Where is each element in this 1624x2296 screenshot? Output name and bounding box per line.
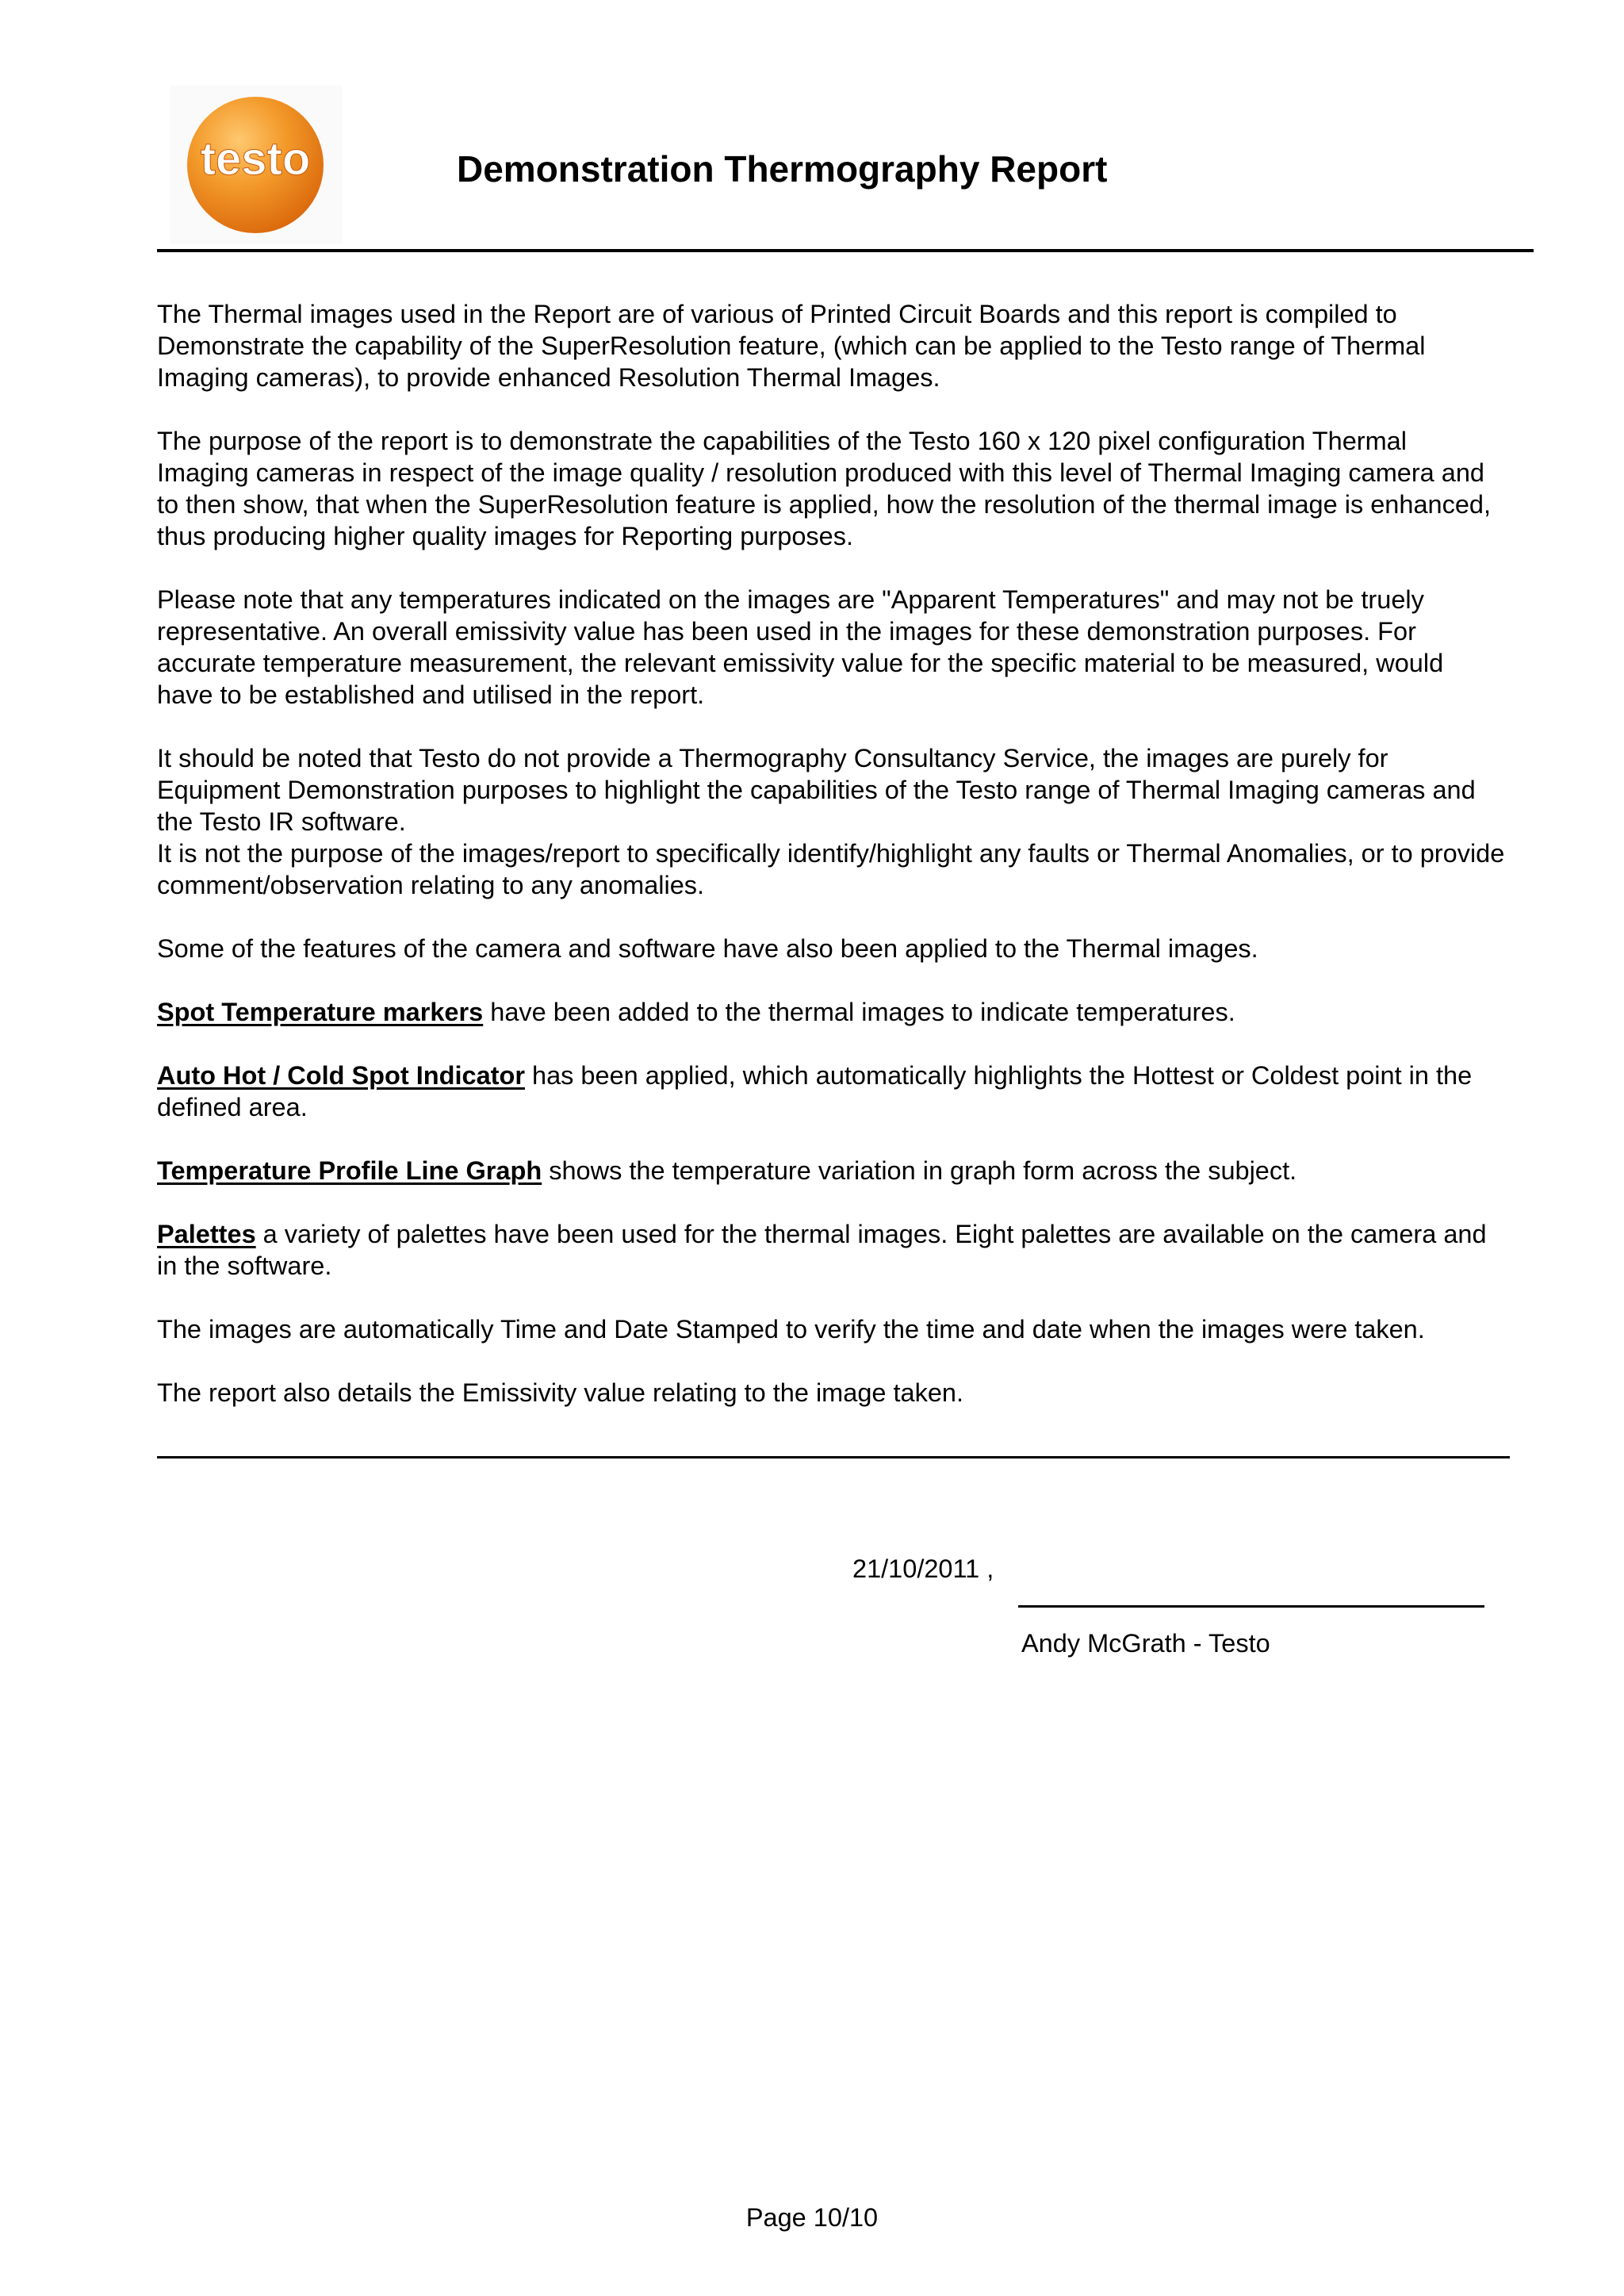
emissivity-paragraph: The report also details the Emissivity value relating to the image taken. <box>157 1378 964 1407</box>
intro-paragraph: The Thermal images used in the Report are of various of Printed Circuit Boards and this report is compiled to Demonstrate the capability of the SuperResolution feature, (which can be applied to the Testo range of Thermal Imaging cameras), to provide enhanced Resolution Thermal Images. <box>157 300 1426 392</box>
feature-term: Spot Temperature markers <box>157 998 484 1026</box>
testo-logo <box>170 86 343 244</box>
page-number: Page 10/10 <box>745 2203 879 2232</box>
feature-description: a variety of palettes have been used for the thermal images. Eight palettes are available on the camera and in the software. <box>157 1220 1487 1280</box>
feature-description: has been applied, which automatically highlights the Hottest or Coldest point in the defined area. <box>157 1061 1473 1121</box>
report-title: Demonstration Thermography Report <box>457 148 1108 190</box>
feature-profile-graph <box>157 1155 1505 1186</box>
signature-date: 21/10/2011 , <box>852 1554 994 1583</box>
signer-name: Andy McGrath - Testo <box>1021 1629 1270 1658</box>
feature-description: have been added to the thermal images to indicate temperatures. <box>483 998 1235 1026</box>
body-rule <box>157 1456 1510 1458</box>
header-rule <box>157 249 1534 252</box>
anomalies-paragraph: It is not the purpose of the images/report to specifically identify/highlight any faults or Thermal Anomalies, or to provide comment/observation relating to any anomalies. <box>157 839 1505 899</box>
signature-line <box>1018 1605 1484 1608</box>
feature-term: Auto Hot / Cold Spot Indicator <box>157 1061 525 1090</box>
feature-spot-temperature <box>157 996 1505 1028</box>
logo-text: testo <box>200 133 311 185</box>
temperature-note-paragraph: Please note that any temperatures indicated on the images are "Apparent Temperatures" and may not be truely representative. An overall emissivity value has been used in the images for these demonstration purposes. For accurate temperature measurement, the relevant emissivity value for the specific material to be measured, would have to be established and utilised in the report. <box>157 585 1444 709</box>
timestamp-paragraph: The images are automatically Time and Date Stamped to verify the time and date when the images were taken. <box>157 1315 1425 1343</box>
feature-term: Temperature Profile Line Graph <box>157 1156 542 1185</box>
feature-description: shows the temperature variation in graph form across the subject. <box>542 1156 1297 1185</box>
report-body <box>157 298 1505 1409</box>
purpose-paragraph: The purpose of the report is to demonstrate the capabilities of the Testo 160 x 120 pixel configuration Thermal Imaging cameras in respect of the image quality / resolution produced with this level of Thermal Imaging camera and to then show, that when the SuperResolution feature is applied, how the resolution of the thermal image is enhanced, thus producing higher quality images for Reporting purposes. <box>157 427 1492 550</box>
feature-hot-cold-spot <box>157 1060 1505 1123</box>
features-intro-paragraph: Some of the features of the camera and software have also been applied to the Thermal images. <box>157 934 1258 963</box>
feature-palettes <box>157 1218 1505 1282</box>
consultancy-paragraph: It should be noted that Testo do not provide a Thermography Consultancy Service, the images are purely for Equipment Demonstration purposes to highlight the capabilities of the Testo range of Thermal Imaging cameras and the Testo IR software. <box>157 744 1476 836</box>
feature-term: Palettes <box>157 1220 256 1248</box>
